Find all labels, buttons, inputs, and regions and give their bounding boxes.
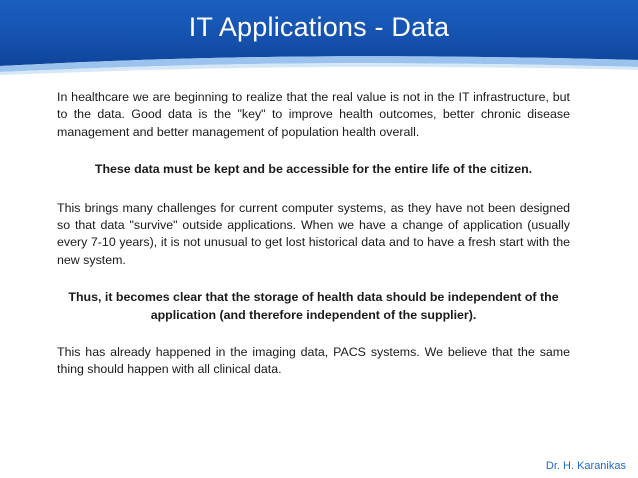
paragraph-independent-storage-emphasis: Thus, it becomes clear that the storage of health data should be independent of the application (and therefore independent of the supplier). — [68, 290, 559, 322]
paragraph-healthcare-data-value: In healthcare we are beginning to realize that the real value is not in the IT infrastructure, but to the data. Good data is the "key" to improve health outcomes, better chronic disease management and better management of population health overall. — [57, 90, 570, 139]
header-swoosh-decoration — [0, 48, 638, 84]
paragraph-pacs-example: This has already happened in the imaging data, PACS systems. We believe that the same thing should happen with all clinical data. — [57, 345, 570, 377]
slide-title: IT Applications - Data — [188, 12, 450, 42]
author-footer: Dr. H. Karanikas — [545, 460, 626, 472]
slide-body — [57, 89, 570, 379]
paragraph-lifetime-access-emphasis: These data must be kept and be accessible for the entire life of the citizen. — [94, 162, 533, 177]
paragraph-system-challenges: This brings many challenges for current computer systems, as they have not been designed so that data "survive" outside applications. When we have a change of application (usually every 7-10 years), it is not unusual to get lost historical data and to have a fresh start with the new system. — [57, 200, 570, 267]
